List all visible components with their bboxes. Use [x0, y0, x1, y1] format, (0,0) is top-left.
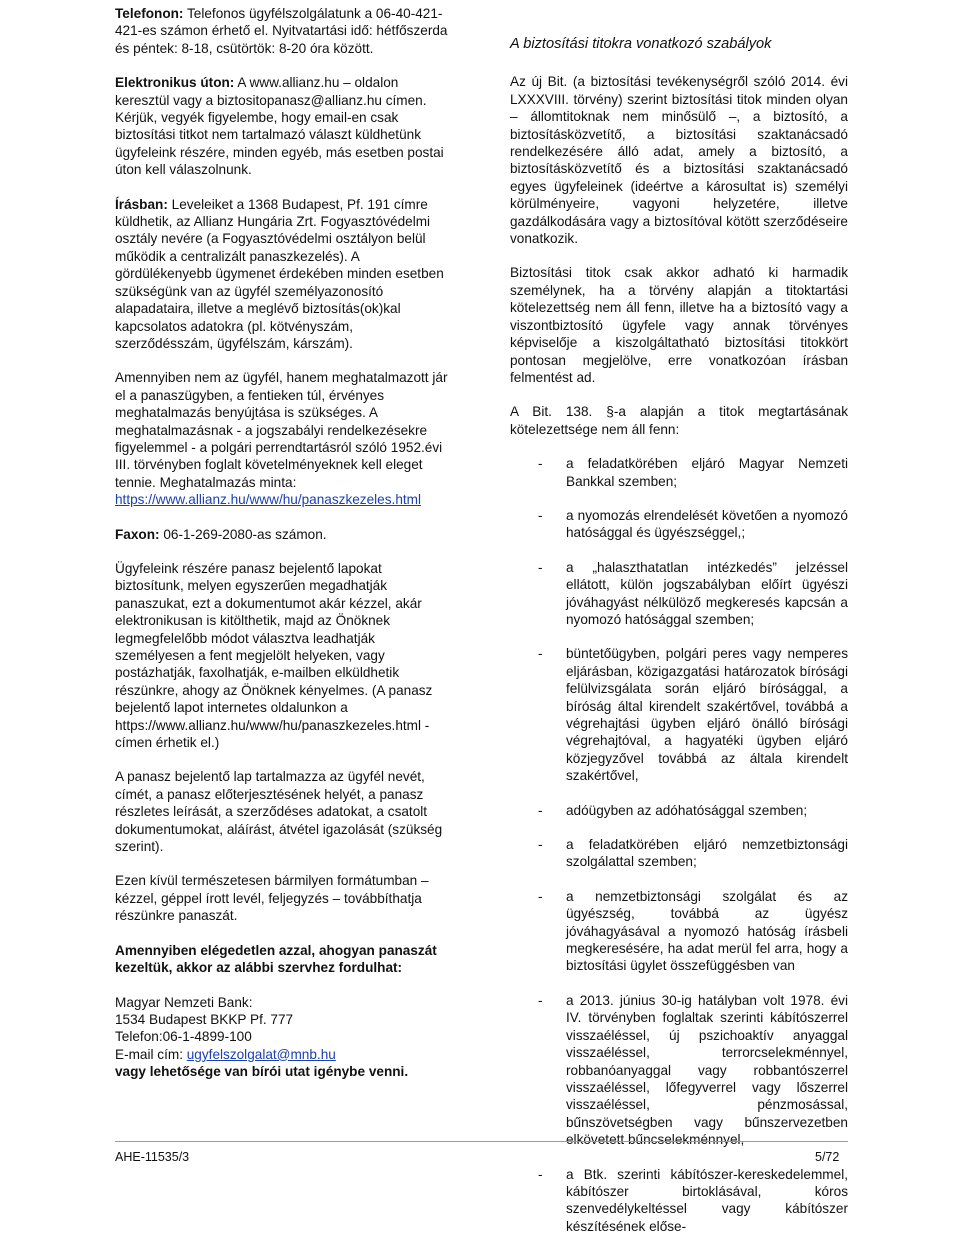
document-id: AHE-11535/3	[115, 1150, 190, 1164]
dash-marker: -	[538, 559, 543, 575]
electronic-paragraph	[115, 74, 450, 109]
dissatisfied-paragraph: Amennyiben elégedetlen azzal, ahogyan panaszát kezeltük, akkor az alábbi szervhez fordulhat:	[115, 942, 437, 976]
fax-text: 06-1-269-2080-as számon.	[159, 526, 327, 542]
list-item: - a feladatkörében eljáró nemzetbiztonsági szolgálattal szemben;	[538, 837, 848, 870]
dash-marker: -	[538, 507, 543, 523]
form-paragraph: Ügyfeleink részére panasz bejelentő lapokat biztosítunk, melyen egyszerűen megadhatják panaszukat, ezt a dokumentumot akár kézzel, akár elektronikusan is kitölthetik, majd az Önöknek legmegfelelőbb módot választva leadhatják személyesen a fent megjelölt helyeken, vagy postázhatják, faxolhatják, e-mailben elküldhetik részünkre, ahogy az Önöknek kényelmes. (A panasz bejelentő lapot internetes oldalunkon a https://www.allianz.hu/www/hu/panaszkezeles.html - címen érhetik el.)	[115, 560, 433, 751]
secret-definition: Az új Bit. (a biztosítási tevékenységről szóló 2014. évi LXXXVIII. törvény) szerint biztosítási titok minden olyan – állomtitoknak nem minősülő –, a biztosító, a biztosításközvetítő, a biztosítási szaktanácsadó rendelkezésére álló adat, amely a biztosító, a biztosításközvetítő és a biztosítási szaktanácsadó egyes ügyfeleinek (ideértve a károsultat is) személyi körülményeire, vagyoni helyzetére, illetve gazdálkodására vagy a biztosítóval kötött szerződéseire vonatkozik.	[510, 74, 848, 247]
list-item: - a nyomozás elrendelését követően a nyomozó hatósággal és ügyészséggel,;	[538, 507, 848, 541]
list-item: - a Btk. szerinti kábítószer-kereskedelemmel, kábítószer birtoklásával, kóros szenvedélykeltéssel vagy kábítószer készítésének előse-	[538, 1166, 848, 1234]
left-column	[115, 0, 450, 1081]
list-item: - büntetőügyben, polgári peres vagy nemperes eljárásban, közigazgatási határozatok bírósági felülvizsgálata során eljáró bírósággal, a bíróság által kirendelt szakértővel, továbbá a végrehajtási ügyben eljáró önálló bírósági végrehajtóval, a hagyatéki ügyben eljáró közjegyzővel továbbá az általa kirendelt szakértővel,	[538, 646, 848, 784]
written-paragraph	[115, 196, 450, 353]
section-heading: A biztosítási titokra vonatkozó szabályok	[510, 36, 772, 52]
dash-marker: -	[538, 802, 543, 818]
written-text: Leveleiket a 1368 Budapest, Pf. 191 címre küldhetik, az Allianz Hungária Zrt. Fogyasztóvédelmi osztály nevére (a Fogyasztóvédelmi osztályon belül működik a centralizált panaszkezelés). A gördülékenyebb ügymenet érdekében minden esetben szükségünk van az ügyfél személyazonosító alapadataira, illetve a meglévő biztosítás(ok)kal kapcsolatos adatokra (pl. kötvényszám, szerződésszám, ügyfélszám, kárszám).	[115, 196, 444, 351]
list-item: - a „halaszthatatlan intézkedés” jelzéssel ellátott, külön jogszabályban előírt ügyészi jóváhagyást nélkülöző megkeresés kapcsán a nyomozó hatósággal szemben;	[538, 559, 848, 627]
dash-marker: -	[538, 456, 543, 472]
proxy-paragraph	[115, 369, 450, 508]
dash-marker: -	[538, 646, 543, 662]
list-item: - a feladatkörében eljáró Magyar Nemzeti Bankkal szemben;	[538, 456, 848, 489]
secret-disclosure: Biztosítási titok csak akkor adható ki harmadik személynek, ha a törvény alapján a titoktartási kötelezettség nem áll fenn, illetve ha a biztosító vagy a viszontbiztosító ügyfele vagy annak törvényes képviselője a kiszolgáltatható biztosítási titokkört pontosan megjelölve, erre vonatkozóan írásban felmentést ad.	[510, 265, 848, 385]
phone-paragraph	[115, 5, 450, 57]
right-column	[510, 0, 848, 1252]
email-note: Kérjük, vegyék figyelembe, hogy email-en csak biztosítási titkot nem tartalmazó választ küldhetünk ügyfeleink részére, minden egyéb, más esetben postai úton kell válaszolnunk.	[115, 110, 444, 178]
proxy-link[interactable]: https://www.allianz.hu/www/hu/panaszkezeles.html	[115, 492, 421, 508]
proxy-text: Amennyiben nem az ügyfél, hanem meghatalmazott jár el a panaszügyben, a fentieken túl, érvényes meghatalmazás benyújtása is szükséges. A meghatalmazásnak - a jogszabályi rendelkezésekre figyelemmel - a polgári perrendtartásról szóló 1952.évi III. törvényben foglalt követelményeknek kell eleget tennie. Meghatalmazás minta:	[115, 370, 448, 490]
mnb-email-link[interactable]: ugyfelszolgalat@mnb.hu	[186, 1046, 336, 1062]
exceptions-intro: A Bit. 138. §-a alapján a titok megtartásának kötelezettsége nem áll fenn:	[510, 404, 848, 437]
electronic-label: Elektronikus úton:	[115, 75, 235, 91]
footer-divider	[115, 1141, 848, 1142]
page-number: 5/72	[815, 1150, 840, 1164]
mnb-address	[115, 994, 450, 1081]
phone-label: Telefonon:	[115, 6, 184, 21]
mnb-email-label: E-mail cím:	[115, 1046, 187, 1062]
list-item: - a nemzetbiztonsági szolgálat és az ügyészség, továbbá az ügyész jóváhagyásával a nyomozó hatóság írásbeli megkeresésére, ha adat merül fel arra, hogy a biztosítási ügylet összefüggésben van	[538, 888, 848, 974]
dash-marker: -	[538, 1166, 543, 1182]
list-item: - adóügyben az adóhatósággal szemben;	[538, 802, 808, 818]
mnb-phone: Telefon:06-1-4899-100	[115, 1029, 252, 1045]
mnb-name: Magyar Nemzeti Bank:	[115, 994, 253, 1010]
mnb-email-line	[115, 1046, 450, 1063]
list-item: - a 2013. június 30-ig hatályban volt 1978. évi IV. törvényben foglaltak szerinti kábítószerrel visszaéléssel, új pszichoaktív anyaggal visszaéléssel, terrorcselekménnyel, robbanóanyaggal vagy robbantószerrel visszaéléssel, lőfegyverrel vagy lőszerrel visszaéléssel, pénzmosással, bűnszövetségben vagy bűnszervezetben elkövetett bűncselekménnyel,	[538, 992, 848, 1148]
electronic-text: A www.allianz.hu – oldalon keresztül vagy a biztositopanasz@allianz.hu címen.	[115, 75, 427, 108]
dash-marker: -	[538, 992, 543, 1008]
exceptions-list	[510, 455, 848, 1235]
written-label: Írásban:	[115, 196, 168, 212]
court-option: vagy lehetősége van bírói utat igénybe venni.	[115, 1064, 409, 1080]
other-format-paragraph: Ezen kívül természetesen bármilyen formátumban – kézzel, géppel írott levél, feljegyzés – továbbíthatja részünkre panaszát.	[115, 873, 429, 924]
mnb-post: 1534 Budapest BKKP Pf. 777	[115, 1011, 294, 1027]
fax-paragraph	[115, 526, 450, 543]
form-contents-paragraph: A panasz bejelentő lap tartalmazza az ügyfél nevét, címét, a panasz előterjesztésének helyét, a panasz részletes leírását, a szerződéses adatokat, a csatolt dokumentumokat, aláírást, átvétel igazolását (szükség szerint).	[115, 769, 443, 855]
phone-text: Telefonos ügyfélszolgálatunk a 06-40-421-421-es számon érhető el. Nyitvatartási idő: hétfőszerda és péntek: 8-18, csütörtök: 8-20 óra között.	[115, 6, 448, 56]
dash-marker: -	[538, 837, 543, 853]
fax-label: Faxon:	[115, 526, 160, 542]
dash-marker: -	[538, 888, 543, 904]
